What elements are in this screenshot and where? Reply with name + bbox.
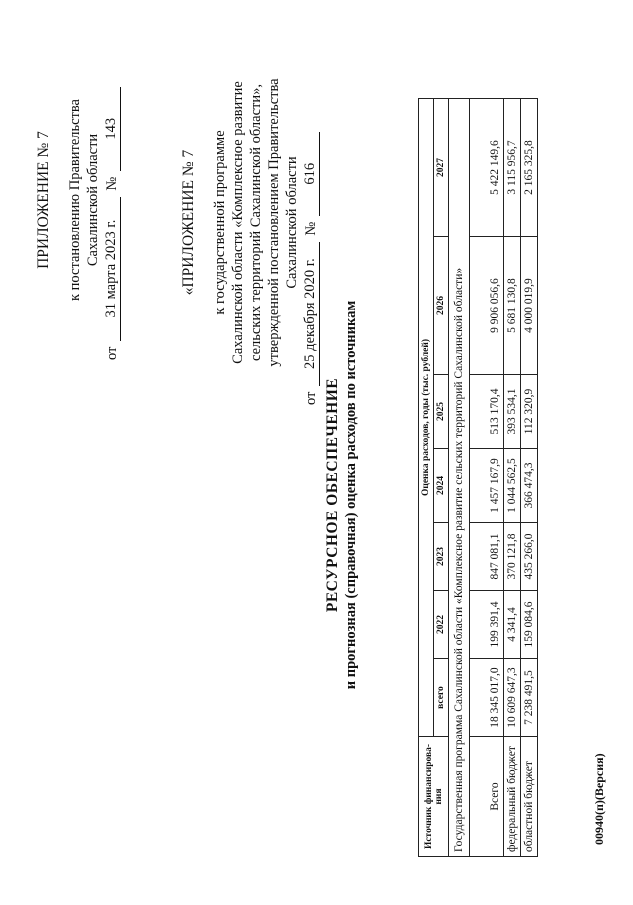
cell: 112 320,9 [521, 375, 538, 449]
table-row [470, 99, 504, 857]
cell: 10 609 647,3 [504, 659, 521, 737]
cell: 435 266,0 [521, 523, 538, 591]
number-sign: № [104, 176, 120, 191]
appendix-original-line3: сельских территорий Сахалинской области», [248, 83, 264, 362]
cell: 5 681 130,8 [504, 237, 521, 375]
header-group: Оценка расходов, годы (тыс. рублей) [419, 99, 434, 737]
cell: 1 457 167,9 [470, 449, 504, 523]
cell: 847 081,1 [470, 523, 504, 591]
number-sign: № [303, 221, 319, 236]
heading-title: РЕСУРСНОЕ ОБЕСПЕЧЕНИЕ [324, 377, 341, 613]
appendix-original-number: 616 [301, 132, 320, 216]
row-label: областной бюджет [521, 737, 538, 857]
appendix-current-line2: Сахалинской области [85, 133, 101, 267]
appendix-original-line1: к государственной программе [212, 130, 228, 315]
appendix-current-date: 31 марта 2023 г. [102, 197, 121, 341]
appendix-original [180, 40, 320, 405]
cell: 4 341,4 [504, 591, 521, 659]
heading-subtitle: и прогнозная (справочная) оценка расходов по источникам [343, 300, 359, 690]
cell: 1 044 562,5 [504, 449, 521, 523]
appendix-original-date: 25 декабря 2020 г. [301, 242, 320, 386]
cell: 7 238 491,5 [521, 659, 538, 737]
program-name: Государственная программа Сахалинской области «Комплексное развитие сельских территорий Сахалинской области» [449, 99, 470, 857]
appendix-original-title: «ПРИЛОЖЕНИЕ № 7 [180, 149, 197, 296]
appendix-original-line2: Сахалинской области «Комплексное развитие [230, 81, 246, 364]
appendix-current [35, 40, 121, 360]
header-col: 2023 [434, 523, 449, 591]
cell: 199 391,4 [470, 591, 504, 659]
cell: 159 084,6 [521, 591, 538, 659]
header-col: 2024 [434, 449, 449, 523]
appendix-current-title: ПРИЛОЖЕНИЕ № 7 [35, 131, 52, 269]
header-col: 2025 [434, 375, 449, 449]
cell: 9 906 056,6 [470, 237, 504, 375]
appendix-original-line5: Сахалинской области [284, 156, 300, 289]
table-row [521, 99, 538, 857]
cell: 370 121,8 [504, 523, 521, 591]
ot-label: от [104, 346, 120, 360]
table-header-row [419, 99, 434, 857]
cell: 513 170,4 [470, 375, 504, 449]
cell: 2 165 325,8 [521, 99, 538, 237]
row-label: Всего [470, 737, 504, 857]
cell: 3 115 956,7 [504, 99, 521, 237]
appendix-current-line1: к постановлению Правительства [67, 99, 83, 301]
table-row [504, 99, 521, 857]
header-col: всего [434, 659, 449, 737]
header-col: 2027 [434, 99, 449, 237]
appendix-current-number: 143 [102, 87, 121, 171]
appendix-original-line4: утвержденной постановлением Правительства [266, 78, 282, 367]
cell: 5 422 149,6 [470, 99, 504, 237]
header-source: Источник финансирова-ния [419, 737, 449, 857]
cell: 4 000 019,9 [521, 237, 538, 375]
ot-label: от [303, 391, 319, 405]
program-row [449, 99, 470, 857]
header-col: 2026 [434, 237, 449, 375]
appendix-current-date-row [102, 40, 121, 360]
cell: 18 345 017,0 [470, 659, 504, 737]
resource-table [418, 98, 538, 857]
cell: 393 534,1 [504, 375, 521, 449]
header-col: 2022 [434, 591, 449, 659]
row-label: федеральный бюджет [504, 737, 521, 857]
document-heading [323, 215, 360, 775]
appendix-original-date-row [301, 40, 320, 405]
cell: 366 474,3 [521, 449, 538, 523]
document-footer-code: 00940(п)(Версия) [592, 753, 606, 845]
